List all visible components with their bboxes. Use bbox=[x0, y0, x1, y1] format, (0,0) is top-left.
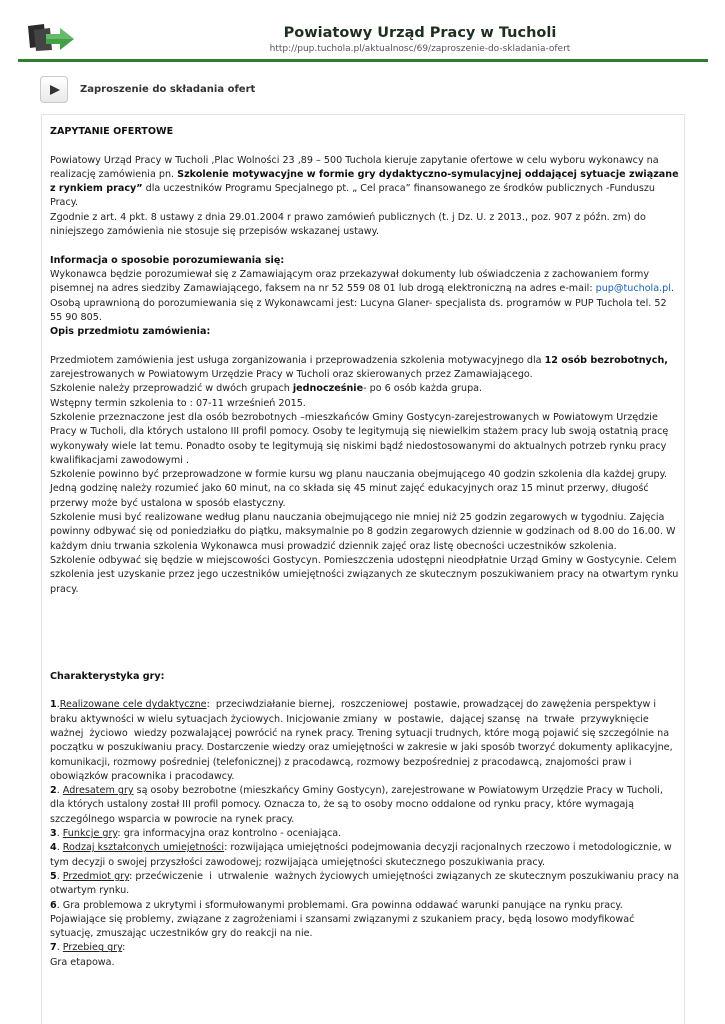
list-item bbox=[50, 841, 680, 870]
list-item-label: Rodzaj kształconych umiejętności bbox=[62, 842, 225, 854]
doc-heading: ZAPYTANIE OFERTOWE bbox=[50, 126, 174, 137]
list-item-separator: . bbox=[56, 828, 63, 840]
list-item-text: : przeciwdziałanie biernej, roszczeniowej postawie, prowadzącej do zawężenia perspektyw i braku aktywności w wielu sytuacjach życiowych. Inicjowanie zmiany w postawie, dającej szansę na trwałe przywyknięcie ważnej życiowo wiedzy pozwalającej powrócić na rynek pracy. Trening sytuacji trudnych, które mogą pojawić się szczególnie na początku w poszukiwaniu pracy. Dostarczenie wiedzy oraz umiejętności w zakresie w jaki sposób tworzyć dokumenty aplikacyjne, komunikacji, rozmowy pośredniej (telefonicznej) z pracodawcą, rozmowy bezpośredniej z pracodawcą, znajomości praw i obowiązków pracownika i pracodawcy. bbox=[50, 699, 676, 782]
list-item-number: 4 bbox=[50, 842, 57, 854]
list-item-separator: . bbox=[56, 842, 63, 854]
list-item-label: Przedmiot gry bbox=[62, 870, 130, 882]
list-item-number: 3 bbox=[50, 828, 57, 840]
play-arrow-icon bbox=[49, 84, 61, 96]
subject-paragraph-6: Szkolenie musi być realizowane według planu nauczania obejmującego nie mniej niż 25 godzin zegarowych w tygodniu. Zajęcia powinny odbywać się od poniedziałku do piątku, maksymalnie po 8 godzin zegarowych dziennie w godzinach od 8.00 do 16.00. W każdym dniu trwania szkolenia Wykonawca musi prowadzić dziennik zajęć oraz listę obecności uczestników szkolenia. bbox=[50, 512, 676, 552]
list-item bbox=[50, 899, 680, 942]
logo-arrow-icon bbox=[24, 20, 76, 54]
header-divider bbox=[18, 59, 708, 62]
subject-paragraph-7: Szkolenie odbywać się będzie w miejscowości Gostycyn. Pomieszczenia udostępni nieodpłatnie Urząd Gminy w Gostycynie. Celem szkolenia jest uzyskanie przez jego uczestników umiejętności związanych ze skutecznym poszukiwaniem pracy na otwartym rynku pracy. bbox=[50, 554, 679, 595]
list-item-text: : bbox=[122, 942, 126, 954]
list-item-number: 6 bbox=[50, 899, 57, 911]
subject-paragraph-5: Szkolenie powinno być przeprowadzone w formie kursu wg planu nauczania obejmującego 40 godzin szkolenia dla każdej grupy. Jedną godzinę należy rozumieć jako 60 minut, na co składa się 45 minut zajęć edukacyjnych oraz 15 minut przerwy, długość przerwy może być ustalona w sposób elastyczny. bbox=[50, 469, 668, 509]
site-title: Powiatowy Urząd Pracy w Tucholi bbox=[283, 25, 557, 41]
intro-paragraph: Powiatowy Urząd Pracy w Tucholi ,Plac Wolności 23 ,89 – 500 Tuchola kieruje zapytanie ofertowe w celu wyboru wykonawcy na realizację zamówienia pn. Szkolenie motywacyjne w formie gry dydaktyczno-symulacyjnej oddającej sytuacje związane z rynkiem pracy” dla uczestników Programu Specjalnego pt. „ Cel praca” finansowanego ze środków publicznych -Funduszu Pracy. bbox=[50, 154, 679, 209]
list-item bbox=[50, 941, 680, 955]
list-item-label: Przebieg gry bbox=[62, 942, 123, 954]
list-item-number: 7 bbox=[50, 942, 57, 954]
section-title: Zaproszenie do składania ofert bbox=[80, 84, 256, 95]
list-item-separator: . bbox=[56, 785, 63, 797]
section-bar bbox=[38, 76, 688, 106]
site-url[interactable]: http://pup.tuchola.pl/aktualnosc/69/zaproszenie-do-skladania-ofert bbox=[269, 44, 571, 54]
list-item-text: : przećwiczenie i utrwalenie ważnych życiowych umiejętności związanych ze skutecznym poszukiwaniu pracy na otwartym rynku. bbox=[50, 870, 683, 897]
site-header bbox=[0, 0, 725, 62]
subject-paragraph-3: Wstępny termin szkolenia to : 07-11 wrześnień 2015. bbox=[50, 397, 306, 409]
list-item-label: Realizowane cele dydaktyczne bbox=[59, 699, 207, 711]
list-item-text: : rozwijająca umiejętności podejmowania decyzji racjonalnych rzeczowo i metodologicznie, w tym decyzji o swojej przyszłości zawodowej; rozwijająca umiejętności skutecznego poszukiwania pracy. bbox=[50, 842, 675, 868]
subject-heading: Opis przedmiotu zamówienia: bbox=[50, 326, 211, 338]
document-body bbox=[50, 125, 683, 970]
email-link[interactable]: pup@tuchola.pl bbox=[595, 283, 671, 295]
list-item-separator: . bbox=[56, 870, 63, 882]
list-item bbox=[50, 784, 680, 827]
subject-paragraph-2: Szkolenie należy przeprowadzić w dwóch grupach jednocześnie- po 6 osób każda grupa. bbox=[50, 383, 483, 395]
play-arrow-button[interactable] bbox=[40, 76, 68, 103]
list-item-text: są osoby bezrobotne (mieszkańcy Gminy Gostycyn), zarejestrowane w Powiatowym Urzędzie Pracy w Tucholi, dla których ustalony został III profil pomocy. Oznacza to, że są to osoby mocno oddalone od rynku pracy, które wymagają szczególnego wsparcia w powrocie na rynek pracy. bbox=[50, 785, 669, 825]
game-characteristics-list bbox=[50, 698, 683, 955]
game-heading: Charakterystyka gry: bbox=[50, 670, 165, 682]
list-item-separator: . bbox=[56, 899, 63, 911]
list-item-number: 1 bbox=[50, 699, 57, 711]
legal-note: Zgodnie z art. 4 pkt. 8 ustawy z dnia 29.01.2004 r prawo zamówień publicznych (t. j Dz. U. z 2013., poz. 907 z późn. zm) do niniejszego zamówienia nie stosuje się przepisów wskazanej ustawy. bbox=[50, 211, 646, 238]
list-item bbox=[50, 827, 680, 841]
list-item-label: Adresatem gry bbox=[62, 785, 134, 797]
last-line: Gra etapowa. bbox=[50, 956, 115, 968]
list-item bbox=[50, 870, 683, 899]
subject-paragraph-1: Przedmiotem zamówienia jest usługa zorganizowania i przeprowadzenia szkolenia motywacyjnego dla 12 osób bezrobotnych, zarejestrowanych w Powiatowym Urzędzie Pracy w Tucholi oraz skierowanych przez Zamawiającego. bbox=[50, 354, 668, 381]
subject-paragraph-4: Szkolenie przeznaczone jest dla osób bezrobotnych –mieszkańców Gminy Gostycyn-zarejestrowanych w Powiatowym Urzędzie Pracy w Tucholi, dla których ustalono III profil pomocy. Osoby te legitymują się niewielkim stażem pracy lub swoją ostatnią pracę wykonywały wiele lat temu. Ponadto osoby te legitymują się niskimi bądź niedostosowanymi do aktualnych potrzeb rynku pracy kwalifikacjami zawodowymi . bbox=[50, 411, 669, 466]
list-item-number: 5 bbox=[50, 870, 57, 882]
list-item-text: Gra problemowa z ukrytymi i sformułowanymi problemami. Gra powinna oddawać warunki panujące na rynku pracy. Pojawiające się problemy, związane z zagrożeniami i szansami związanymi z szukaniem pracy, będą losowo modyfikować sytuację, zmuszając uczestników gry do reakcji na nie. bbox=[50, 899, 638, 940]
list-item-separator: . bbox=[56, 942, 63, 954]
list-item-separator: . bbox=[56, 699, 60, 711]
list-item-number: 2 bbox=[50, 785, 57, 797]
list-item-label: Funkcje gry bbox=[62, 828, 118, 840]
comm-heading: Informacja o sposobie porozumiewania się: bbox=[50, 254, 285, 266]
list-item-text: : gra informacyjna oraz kontrolno - oceniająca. bbox=[117, 828, 342, 840]
comm-paragraph: Wykonawca będzie porozumiewał się z Zamawiającym oraz przekazywał dokumenty lub oświadczenia z zachowaniem formy pisemnej na adres siedziby Zamawiającego, faksem na nr 52 559 08 01 lub drogą elektroniczną na adres e-mail: pup@tuchola.pl. Osobą uprawnioną do porozumiewania się z Wykonawcami jest: Lucyna Glaner- specjalista ds. programów w PUP Tuchola tel. 52 55 90 805. bbox=[50, 268, 674, 323]
list-item bbox=[50, 698, 680, 784]
